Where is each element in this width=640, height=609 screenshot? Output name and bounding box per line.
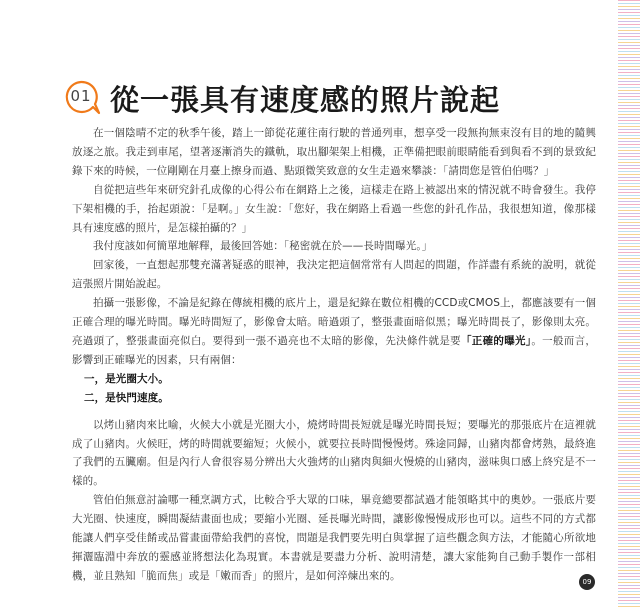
- emphasis-correct-exposure: 「正確的曝光」: [460, 334, 532, 347]
- chapter-title: 從一張具有速度感的照片說起: [110, 82, 501, 117]
- paragraph-4: 回家後，一直想起那雙充滿著疑惑的眼神，我決定把這個常常有人問起的問題，作詳盡有系統的說明，就從這張照片開始說起。: [72, 259, 596, 291]
- paragraph-1: 在一個陰晴不定的秋季午後，踏上一節從花蓮往南行駛的普通列車，想享受一段無拘無束沒有目的地的隨興放逐之旅。我走到車尾，望著逐漸消失的鐵軌，取出腳架架上相機，正準備把眼前眼睛能看到與看不到的景致紀錄下來的時候，一位剛剛在月臺上擦身而過、點頭微笑致意的女生走過來攀談：「請問您是管伯伯嗎？」: [72, 127, 596, 177]
- page-number: 09: [579, 574, 595, 590]
- factor-shutter: 二，是快門速度。: [84, 391, 169, 404]
- paragraph-5: 拍攝一張影像，不論是紀錄在傳統相機的底片上，還是紀錄在數位相機的CCD或CMOS上，都應該要有一個正確合理的曝光時間。曝光時間短了，影像會太暗。暗過頭了，整張畫面暗似黑；曝光時間長了，影像則太亮。亮過頭了，整張畫面亮似白。要得到一張不過亮也不太暗的影像，先決條件就是要「正確的曝光」。一般而言，影響到正確曝光的因素，只有兩個：: [72, 297, 596, 366]
- factor-aperture: 一，是光圈大小。: [84, 372, 169, 385]
- chapter-number-badge: [62, 78, 104, 118]
- paragraph-7: 管伯伯無意討論哪一種烹調方式，比較合乎大眾的口味，畢竟總要都試過才能領略其中的奧妙。一張底片要大光圈、快速度，瞬間凝結畫面也成；要縮小光圈、延長曝光時間，讓影像慢慢成形也可以。這些不同的方式都能讓人們享受佳餚或品嘗畫面帶給我們的喜悅，問題是我們要先明白與掌握了這些觀念與方法，才能隨心所欲地揮灑臨淵中奔放的靈感並將想法化為現實。本書就是要盡力分析、說明清楚，讓大家能夠自己動手製作一部相機，並且熟知「脆而焦」或是「嫩而香」的照片，是如何淬煉出來的。: [72, 494, 596, 582]
- decorative-stripes: [618, 0, 640, 609]
- chapter-heading: [62, 76, 500, 120]
- body-text: [72, 124, 596, 586]
- paragraph-6: 以烤山豬肉來比喻，火候大小就是光圈大小，燒烤時間長短就是曝光時間長短；要曝光的那張底片在這裡就成了山豬肉。火候旺，烤的時間就要縮短；火候小，就要拉長時間慢慢烤。殊途同歸，山豬肉都會烤熟，最終進了我們的五臟廟。但是內行人會很容易分辨出大火強烤的山豬肉與細火慢燒的山豬肉，滋味與口感上終究是不一樣的。: [72, 418, 596, 488]
- paragraph-3: 我付度該如何簡單地解釋，最後回答她：「秘密就在於——長時間曝光。」: [93, 240, 433, 253]
- paragraph-2: 自從把這些年來研究針孔成像的心得公布在網路上之後，這樣走在路上被認出來的情況就不時會發生。我停下架相機的手，抬起頭說：「是啊。」女生說：「您好，我在網路上看過一些您的針孔作品，我很想知道，像那樣具有速度感的照片，是怎樣拍攝的？」: [72, 183, 596, 234]
- chapter-number: 01: [70, 87, 92, 105]
